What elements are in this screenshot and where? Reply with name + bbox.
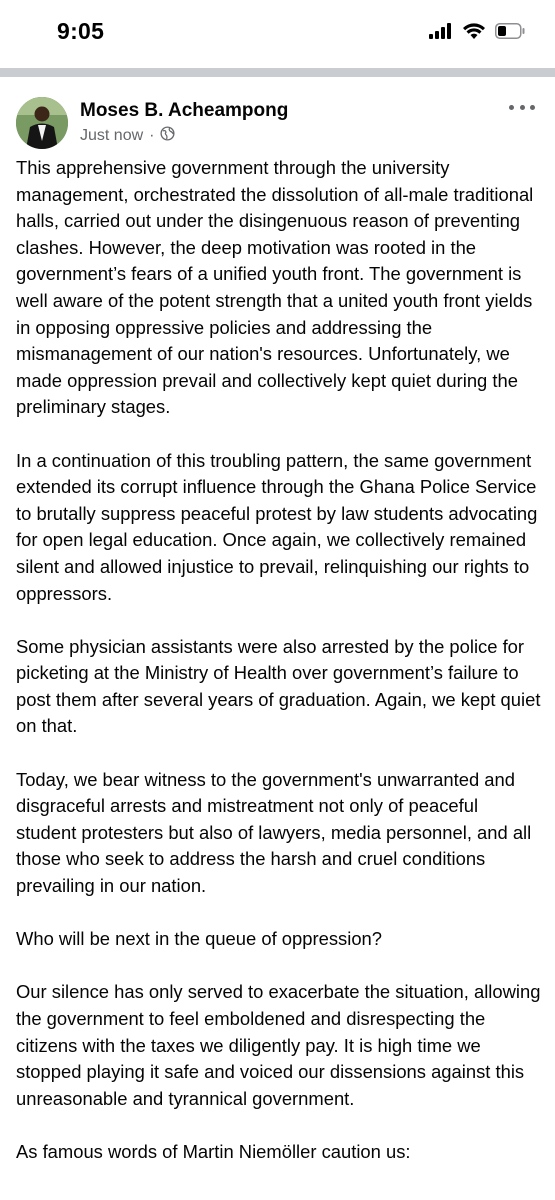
battery-icon [495,23,525,44]
post-body [16,155,541,1192]
status-bar [0,0,555,68]
globe-icon [160,126,175,146]
post-paragraph: Our silence has only served to exacerbate the situation, allowing the government to feel emboldened and disrespecting the citizens with the taxes we diligently pay. It is high time we stopped playing it safe and voiced our dissensions against this unreasonable and tyrannical government. [16,981,541,1109]
post-paragraph: Some physician assistants were also arrested by the police for picketing at the Ministry of Health over government’s failure to post them after several years of graduation. Again, we kept quiet on that. [16,635,541,737]
meta-separator: · [149,127,155,144]
avatar[interactable] [16,97,68,149]
status-time: 9:05 [57,18,105,44]
more-horizontal-icon [509,105,514,110]
post-paragraph: In a continuation of this troubling pattern, the same government extended its corrupt influence through the Ghana Police Service to brutally suppress peaceful protest by law students advocating for open legal education. Once again, we collectively remained silent and allowed injustice to prevail, relinquishing our rights to oppressors. [16,449,538,604]
post-paragraph: Today, we bear witness to the government's unwarranted and disgraceful arrests and mistreatment not only of peaceful student protesters but also of lawyers, media personnel, and all those who seek to address the harsh and cruel conditions prevailing in our nation. [16,768,532,897]
post-paragraph: Who will be next in the queue of oppression? [16,928,382,950]
more-options-button[interactable] [509,100,535,114]
post-paragraph: This apprehensive government through the university management, orchestrated the dissolution of all-male traditional halls, carried out under the disingenuous reason of preventing clashes. However, the deep motivation was rooted in the government’s fears of a unified youth front. The government is well aware of the potent strength that a united youth front yields in opposing oppressive policies and addressing the mismanagement of our nation's resources. Unfortunately, we made oppression prevail and collectively kept quiet during the preliminary stages. [16,157,534,418]
post-meta [80,126,175,146]
wifi-icon [462,22,486,45]
post-timestamp[interactable]: Just now [80,127,144,144]
status-icons [429,22,525,45]
post-paragraph: As famous words of Martin Niemöller caution us: [16,1140,411,1162]
feed-divider [0,68,555,77]
post-header [0,77,555,157]
author-name[interactable]: Moses B. Acheampong [80,100,289,121]
cellular-signal-icon [429,23,453,44]
